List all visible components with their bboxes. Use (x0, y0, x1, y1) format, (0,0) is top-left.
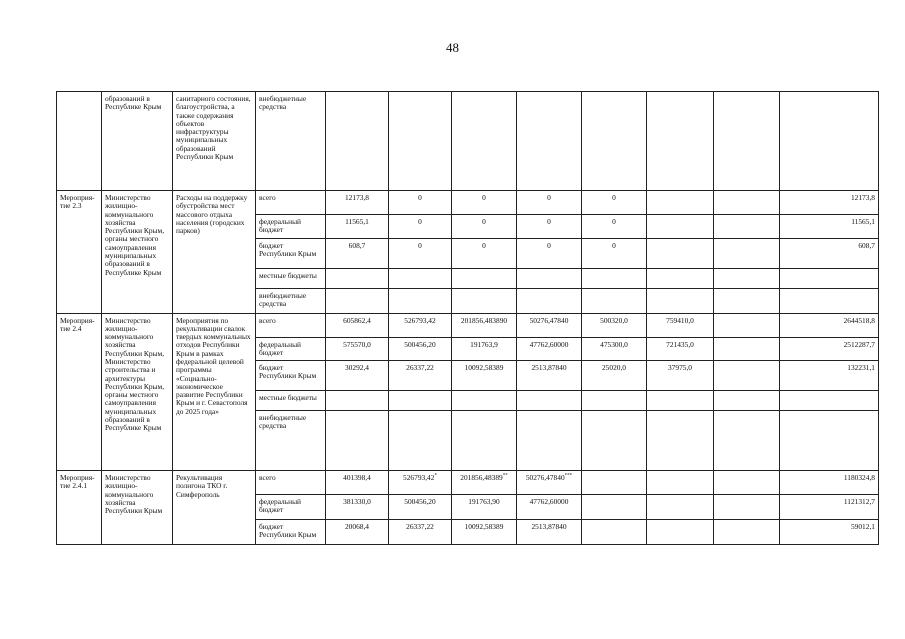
source-cell: федеральный бюджет (256, 495, 326, 520)
value-cell (714, 92, 780, 191)
value-cell (714, 268, 780, 288)
value: 0 (482, 240, 486, 250)
total-value: 12173,8 (850, 193, 875, 202)
value-cell (389, 471, 452, 495)
total-cell (780, 520, 879, 545)
value-cell (582, 238, 647, 268)
value: 0 (547, 240, 551, 250)
value: 30292,4 (344, 363, 370, 373)
value-cell (326, 92, 389, 191)
table-row (57, 92, 879, 191)
value: 191763,9 (470, 339, 498, 349)
funding-table (56, 91, 879, 545)
value: 759410,0 (666, 315, 694, 325)
source-cell: всего (256, 471, 326, 495)
value: 47762,60000 (529, 497, 569, 507)
value-cell (452, 288, 517, 313)
value-cell (647, 92, 714, 191)
value-cell (389, 92, 452, 191)
value-cell (647, 411, 714, 471)
value: 2513,87840 (531, 363, 567, 373)
table-row (57, 471, 879, 495)
value-cell (452, 337, 517, 361)
value: 26337,22 (406, 363, 434, 373)
value-cell (452, 495, 517, 520)
source-cell: бюджет Республики Крым (256, 238, 326, 268)
value: 500456,20 (404, 339, 436, 349)
value-cell (517, 391, 582, 411)
value-cell (326, 391, 389, 411)
value-cell (389, 268, 452, 288)
value-cell (647, 268, 714, 288)
total-value: 1180324,8 (843, 473, 875, 483)
value-cell (389, 361, 452, 391)
value: 191763,90 (468, 497, 500, 507)
value-cell (517, 268, 582, 288)
total-cell (780, 471, 879, 495)
value: 526793,42 (404, 315, 436, 325)
total-cell (780, 391, 879, 411)
value: 10092,58389 (464, 363, 504, 373)
footnote-mark: * (434, 473, 437, 479)
value-cell (714, 238, 780, 268)
value-cell (326, 361, 389, 391)
value-cell (714, 361, 780, 391)
source-cell: федеральный бюджет (256, 337, 326, 361)
value: 575570,0 (343, 339, 371, 349)
value-cell (714, 411, 780, 471)
value: 37975,0 (667, 363, 693, 373)
source-cell: местные бюджеты (256, 268, 326, 288)
value-cell (389, 495, 452, 520)
value: 0 (418, 193, 422, 202)
value: 2513,87840 (531, 522, 567, 532)
value-cell (714, 391, 780, 411)
value: 381330,0 (343, 497, 371, 507)
value: 26337,22 (406, 522, 434, 532)
value: 25020,0 (601, 363, 627, 373)
page-number: 48 (446, 40, 459, 55)
value-cell (517, 411, 582, 471)
value-cell (647, 215, 714, 239)
value-cell (389, 391, 452, 411)
value-cell (517, 191, 582, 215)
value-cell (517, 215, 582, 239)
value-cell (517, 92, 582, 191)
measure-id-cell: Мероприя-тие 2.4.1 (57, 471, 102, 545)
value: 12173,8 (344, 193, 370, 202)
source-cell: внебюджетные средства (256, 411, 326, 471)
value-cell (647, 391, 714, 411)
value-cell (647, 471, 714, 495)
executor-cell: образований в Республике Крым (102, 92, 173, 191)
value-cell (326, 411, 389, 471)
value-cell (714, 495, 780, 520)
source-cell: всего (256, 191, 326, 215)
value: 0 (482, 193, 486, 202)
total-cell (780, 361, 879, 391)
footnote-mark: *** (564, 473, 573, 479)
value: 47762,60000 (529, 339, 569, 349)
value-cell (582, 520, 647, 545)
total-value: 11565,1 (851, 217, 875, 226)
value-cell (714, 191, 780, 215)
value-cell (647, 191, 714, 215)
value-cell (326, 337, 389, 361)
total-cell (780, 337, 879, 361)
measure-id-cell (57, 92, 102, 191)
source-cell: бюджет Республики Крым (256, 361, 326, 391)
value: 475300,0 (600, 339, 628, 349)
total-cell (780, 191, 879, 215)
value-cell (647, 313, 714, 337)
value: 0 (418, 217, 422, 226)
value: 0 (482, 217, 486, 226)
description-cell: Мероприятия по рекультивации свалок твердых коммунальных отходов Республики Крым в рамках федеральной целевой программы «Социально-экономическое развитие Республики Крым и г. Севастополя до 2025 года» (173, 313, 256, 471)
value-cell (582, 268, 647, 288)
footnote-mark: ** (502, 473, 508, 479)
value-cell (582, 391, 647, 411)
value: 500456,20 (404, 497, 436, 507)
value-cell (452, 92, 517, 191)
table-body (57, 92, 879, 545)
value-cell (326, 471, 389, 495)
value-cell (452, 471, 517, 495)
value-cell (326, 238, 389, 268)
table-row (57, 313, 879, 337)
value: 20068,4 (344, 522, 370, 532)
total-value: 608,7 (858, 240, 875, 250)
total-cell (780, 495, 879, 520)
source-cell: местные бюджеты (256, 391, 326, 411)
total-cell (780, 92, 879, 191)
value-cell (582, 92, 647, 191)
value-cell (326, 495, 389, 520)
value: 0 (612, 240, 616, 250)
value-cell (326, 520, 389, 545)
value-cell (647, 495, 714, 520)
value-cell (517, 288, 582, 313)
table-row (57, 191, 879, 215)
total-cell (780, 313, 879, 337)
value-cell (582, 288, 647, 313)
value-cell (714, 337, 780, 361)
total-cell (780, 411, 879, 471)
value: 0 (418, 240, 422, 250)
value-cell (452, 391, 517, 411)
value-cell (452, 520, 517, 545)
value-cell (326, 313, 389, 337)
value-cell (582, 215, 647, 239)
value-cell (452, 268, 517, 288)
value-cell (389, 191, 452, 215)
value-cell (517, 337, 582, 361)
value-cell (452, 215, 517, 239)
value-cell (452, 361, 517, 391)
total-cell (780, 268, 879, 288)
total-value: 2512287,7 (843, 339, 875, 349)
total-value: 132231,1 (847, 363, 875, 373)
value-cell (517, 471, 582, 495)
source-cell: федеральный бюджет (256, 215, 326, 239)
value-cell (714, 520, 780, 545)
source-cell: внебюджетные средства (256, 288, 326, 313)
value-cell (389, 520, 452, 545)
value-cell (582, 191, 647, 215)
total-value: 59012,1 (850, 522, 875, 532)
value: 0 (612, 217, 616, 226)
value-cell (326, 215, 389, 239)
value-cell (582, 337, 647, 361)
value: 0 (547, 193, 551, 202)
description-cell: Расходы на поддержку обустройства мест массового отдыха населения (городских парков) (173, 191, 256, 314)
value-cell (647, 520, 714, 545)
executor-cell: Министерство жилищно-коммунального хозяйства Республики Крым, органы местного самоуправления муниципальных образований в Республике Крым (102, 191, 173, 314)
measure-id-cell: Мероприя-тие 2.4 (57, 313, 102, 471)
source-cell: всего (256, 313, 326, 337)
value: 401398,4 (343, 473, 371, 483)
value: 50276,47840 (525, 473, 565, 483)
measure-id-cell: Мероприя-тие 2.3 (57, 191, 102, 314)
value-cell (582, 313, 647, 337)
value-cell (647, 288, 714, 313)
value-cell (647, 361, 714, 391)
value-cell (452, 411, 517, 471)
value-cell (389, 313, 452, 337)
value-cell (326, 268, 389, 288)
description-cell: санитарного состояния, благоустройства, а также содержания объектов инфраструктуры муниципальных образований Республики Крым (173, 92, 256, 191)
value-cell (326, 288, 389, 313)
value-cell (452, 238, 517, 268)
value-cell (714, 288, 780, 313)
value: 50276,47840 (529, 315, 569, 325)
value: 526793,42 (403, 473, 435, 483)
value-cell (517, 313, 582, 337)
total-value: 1121312,7 (843, 497, 875, 507)
total-value: 2644518,8 (843, 315, 875, 325)
value-cell (389, 337, 452, 361)
value-cell (389, 411, 452, 471)
value-cell (517, 520, 582, 545)
value-cell (517, 495, 582, 520)
value: 608,7 (348, 240, 366, 250)
value-cell (582, 361, 647, 391)
value-cell (389, 238, 452, 268)
value-cell (582, 411, 647, 471)
value-cell (714, 215, 780, 239)
value-cell (389, 215, 452, 239)
description-cell: Рекультивация полигона ТКО г. Симферополь (173, 471, 256, 545)
value-cell (517, 361, 582, 391)
total-cell (780, 288, 879, 313)
value-cell (452, 313, 517, 337)
executor-cell: Министерство жилищно-коммунального хозяйства Республики Крым (102, 471, 173, 545)
total-cell (780, 215, 879, 239)
source-cell: бюджет Республики Крым (256, 520, 326, 545)
source-cell: внебюджетные средства (256, 92, 326, 191)
value-cell (714, 471, 780, 495)
value: 0 (547, 217, 551, 226)
value: 605862,4 (343, 315, 371, 325)
value-cell (647, 238, 714, 268)
value: 10092,58389 (464, 522, 504, 532)
value: 11565,1 (345, 217, 369, 226)
value-cell (582, 495, 647, 520)
value-cell (582, 471, 647, 495)
value-cell (389, 288, 452, 313)
value-cell (326, 191, 389, 215)
executor-cell: Министерство жилищно-коммунального хозяйства Республики Крым, Министерство строительства и архитектуры Республики Крым, органы местного самоуправления муниципальных образований в Республике Крым (102, 313, 173, 471)
total-cell (780, 238, 879, 268)
value-cell (517, 238, 582, 268)
value-cell (714, 313, 780, 337)
value-cell (647, 337, 714, 361)
value: 201856,483890 (460, 315, 508, 325)
value: 500320,0 (600, 315, 628, 325)
value-cell (452, 191, 517, 215)
value: 721435,0 (666, 339, 694, 349)
value: 0 (612, 193, 616, 202)
value: 201856,48389 (460, 473, 503, 483)
